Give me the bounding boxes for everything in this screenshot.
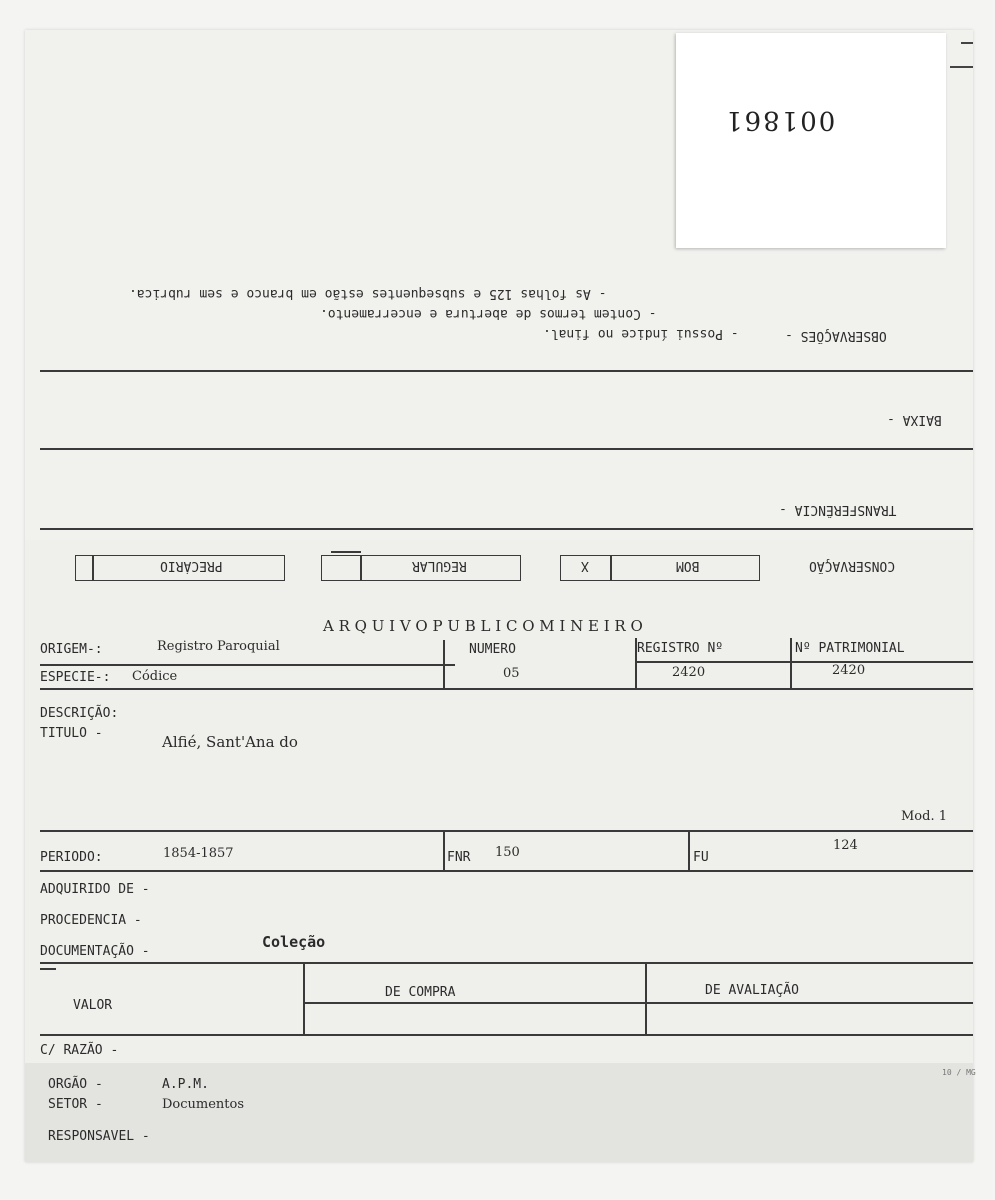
especie-value: Códice xyxy=(132,669,178,684)
institution-title: A R Q U I V O P U B L I C O M I N E I R O xyxy=(323,617,643,635)
bom-mark: X xyxy=(581,558,589,573)
box-tick xyxy=(331,551,361,553)
col-line xyxy=(645,963,647,1035)
fu-label: FU xyxy=(693,850,709,865)
edge-mark xyxy=(950,66,973,68)
titulo-label: TITULO - xyxy=(40,726,103,741)
documentacao-value: Coleção xyxy=(262,933,326,951)
fnr-label: FNR xyxy=(447,850,471,865)
note-termos: - Contem termos de abertura e encerramento. xyxy=(320,306,657,321)
bom-box xyxy=(560,555,760,581)
orgao-label: ORGÃO - xyxy=(48,1077,103,1092)
printer-mark: 10 / MG xyxy=(942,1068,976,1077)
col-line xyxy=(443,832,445,872)
row-line xyxy=(40,1034,973,1036)
setor-label: SETOR - xyxy=(48,1097,103,1112)
responsavel-label: RESPONSAVEL - xyxy=(48,1129,150,1144)
box-divider xyxy=(610,555,612,581)
row-line xyxy=(40,664,455,666)
row-line xyxy=(40,870,973,872)
col-line xyxy=(635,638,637,688)
note-folhas: - As folhas 125 e subsequentes estão em branco e sem rubrica. xyxy=(129,286,607,301)
orgao-value: A.P.M. xyxy=(162,1077,209,1092)
transferencia-label: TRANSFERÊNCIA - xyxy=(779,502,897,517)
row-line xyxy=(40,962,973,964)
model-label: Mod. 1 xyxy=(901,809,947,824)
especie-label: ESPECIE-: xyxy=(40,670,111,685)
catalog-card xyxy=(25,30,976,1162)
avaliacao-label: DE AVALIAÇÃO xyxy=(705,983,799,998)
fnr-value: 150 xyxy=(495,845,520,860)
box-divider xyxy=(360,555,362,581)
precario-label: PRECÁRIO xyxy=(160,558,223,573)
conservacao-label: CONSERVAÇÃO xyxy=(809,558,896,573)
registro-value: 2420 xyxy=(672,665,706,680)
divider xyxy=(40,528,973,530)
observacoes-label: OBSERVAÇÕES - xyxy=(785,328,887,343)
regular-label: REGULAR xyxy=(412,558,467,573)
titulo-value: Alfié, Sant'Ana do xyxy=(162,733,298,751)
baixa-label: BAIXA - xyxy=(887,412,942,427)
col-line xyxy=(790,638,792,688)
setor-value: Documentos xyxy=(162,1097,245,1112)
descricao-label: DESCRIÇÃO: xyxy=(40,706,119,721)
col-line xyxy=(303,963,305,1035)
periodo-label: PERIODO: xyxy=(40,850,103,865)
periodo-value: 1854-1857 xyxy=(163,846,234,861)
row-line xyxy=(40,688,973,690)
divider xyxy=(40,448,973,450)
divider xyxy=(40,370,973,372)
compra-label: DE COMPRA xyxy=(385,985,456,1000)
numero-value: 05 xyxy=(503,666,520,681)
row-line xyxy=(635,661,973,663)
valor-label: VALOR xyxy=(73,998,113,1013)
tick-mark xyxy=(40,968,56,970)
adquirido-label: ADQUIRIDO DE - xyxy=(40,882,150,897)
procedencia-label: PROCEDENCIA - xyxy=(40,913,142,928)
fu-value: 124 xyxy=(833,838,858,853)
number-stamp xyxy=(676,33,946,248)
numero-label: NUMERO xyxy=(469,642,516,657)
patrimonial-value: 2420 xyxy=(832,663,866,678)
note-indice: - Possui índice no final. xyxy=(543,326,739,341)
col-line xyxy=(688,832,690,872)
edge-mark xyxy=(961,42,973,44)
origem-value: Registro Paroquial xyxy=(157,639,280,654)
documentacao-label: DOCUMENTAÇÃO - xyxy=(40,944,150,959)
col-line xyxy=(443,640,445,688)
bom-label: BOM xyxy=(676,558,700,573)
row-line xyxy=(40,830,973,832)
box-divider xyxy=(92,555,94,581)
patrimonial-label: Nº PATRIMONIAL xyxy=(795,641,905,656)
origem-label: ORIGEM-: xyxy=(40,642,103,657)
razao-label: C/ RAZÃO - xyxy=(40,1043,119,1058)
stamp-number: 001861 xyxy=(724,105,836,135)
row-line xyxy=(303,1002,973,1004)
registro-label: REGISTRO Nº xyxy=(637,641,724,656)
